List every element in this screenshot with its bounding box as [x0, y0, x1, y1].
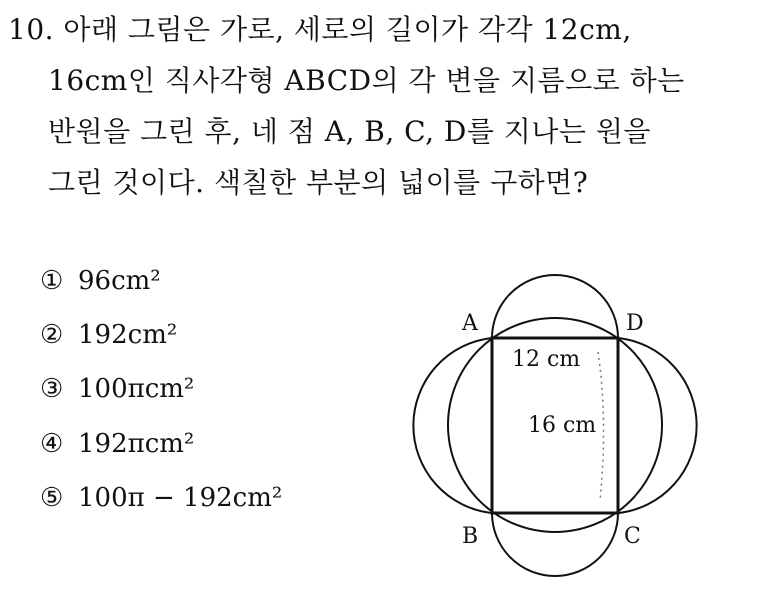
choice-2-number: ② [40, 320, 64, 350]
semicircle-right [618, 338, 697, 513]
choice-5-number: ⑤ [40, 483, 64, 513]
question-line-3: 반원을 그린 후, 네 점 A, B, C, D를 지나는 원을 [48, 115, 651, 148]
question-line-4: 그린 것이다. 색칠한 부분의 넓이를 구하면? [48, 166, 589, 199]
choice-3-text: 100πcm² [78, 374, 195, 404]
vertex-label-b: B [462, 524, 479, 549]
width-label: 12 cm [512, 347, 581, 372]
vertex-label-a: A [462, 311, 478, 336]
question-line-1: 10. 아래 그림은 가로, 세로의 길이가 각각 12cm, [8, 13, 632, 46]
height-label: 16 cm [528, 413, 597, 438]
choice-4-text: 192πcm² [78, 429, 195, 459]
choice-5-text: 100π − 192cm² [78, 483, 283, 513]
choice-3-number: ③ [40, 374, 64, 404]
vertex-label-d: D [626, 311, 644, 336]
choice-1-number: ① [40, 266, 64, 296]
dotted-guide-line [598, 352, 604, 500]
vertex-label-c: C [624, 524, 641, 549]
choice-2-text: 192cm² [78, 320, 178, 350]
choice-4-number: ④ [40, 429, 64, 459]
semicircle-left [413, 338, 492, 513]
choice-1-text: 96cm² [78, 266, 161, 296]
question-line-2: 16cm인 직사각형 ABCD의 각 변을 지름으로 하는 [48, 64, 685, 97]
